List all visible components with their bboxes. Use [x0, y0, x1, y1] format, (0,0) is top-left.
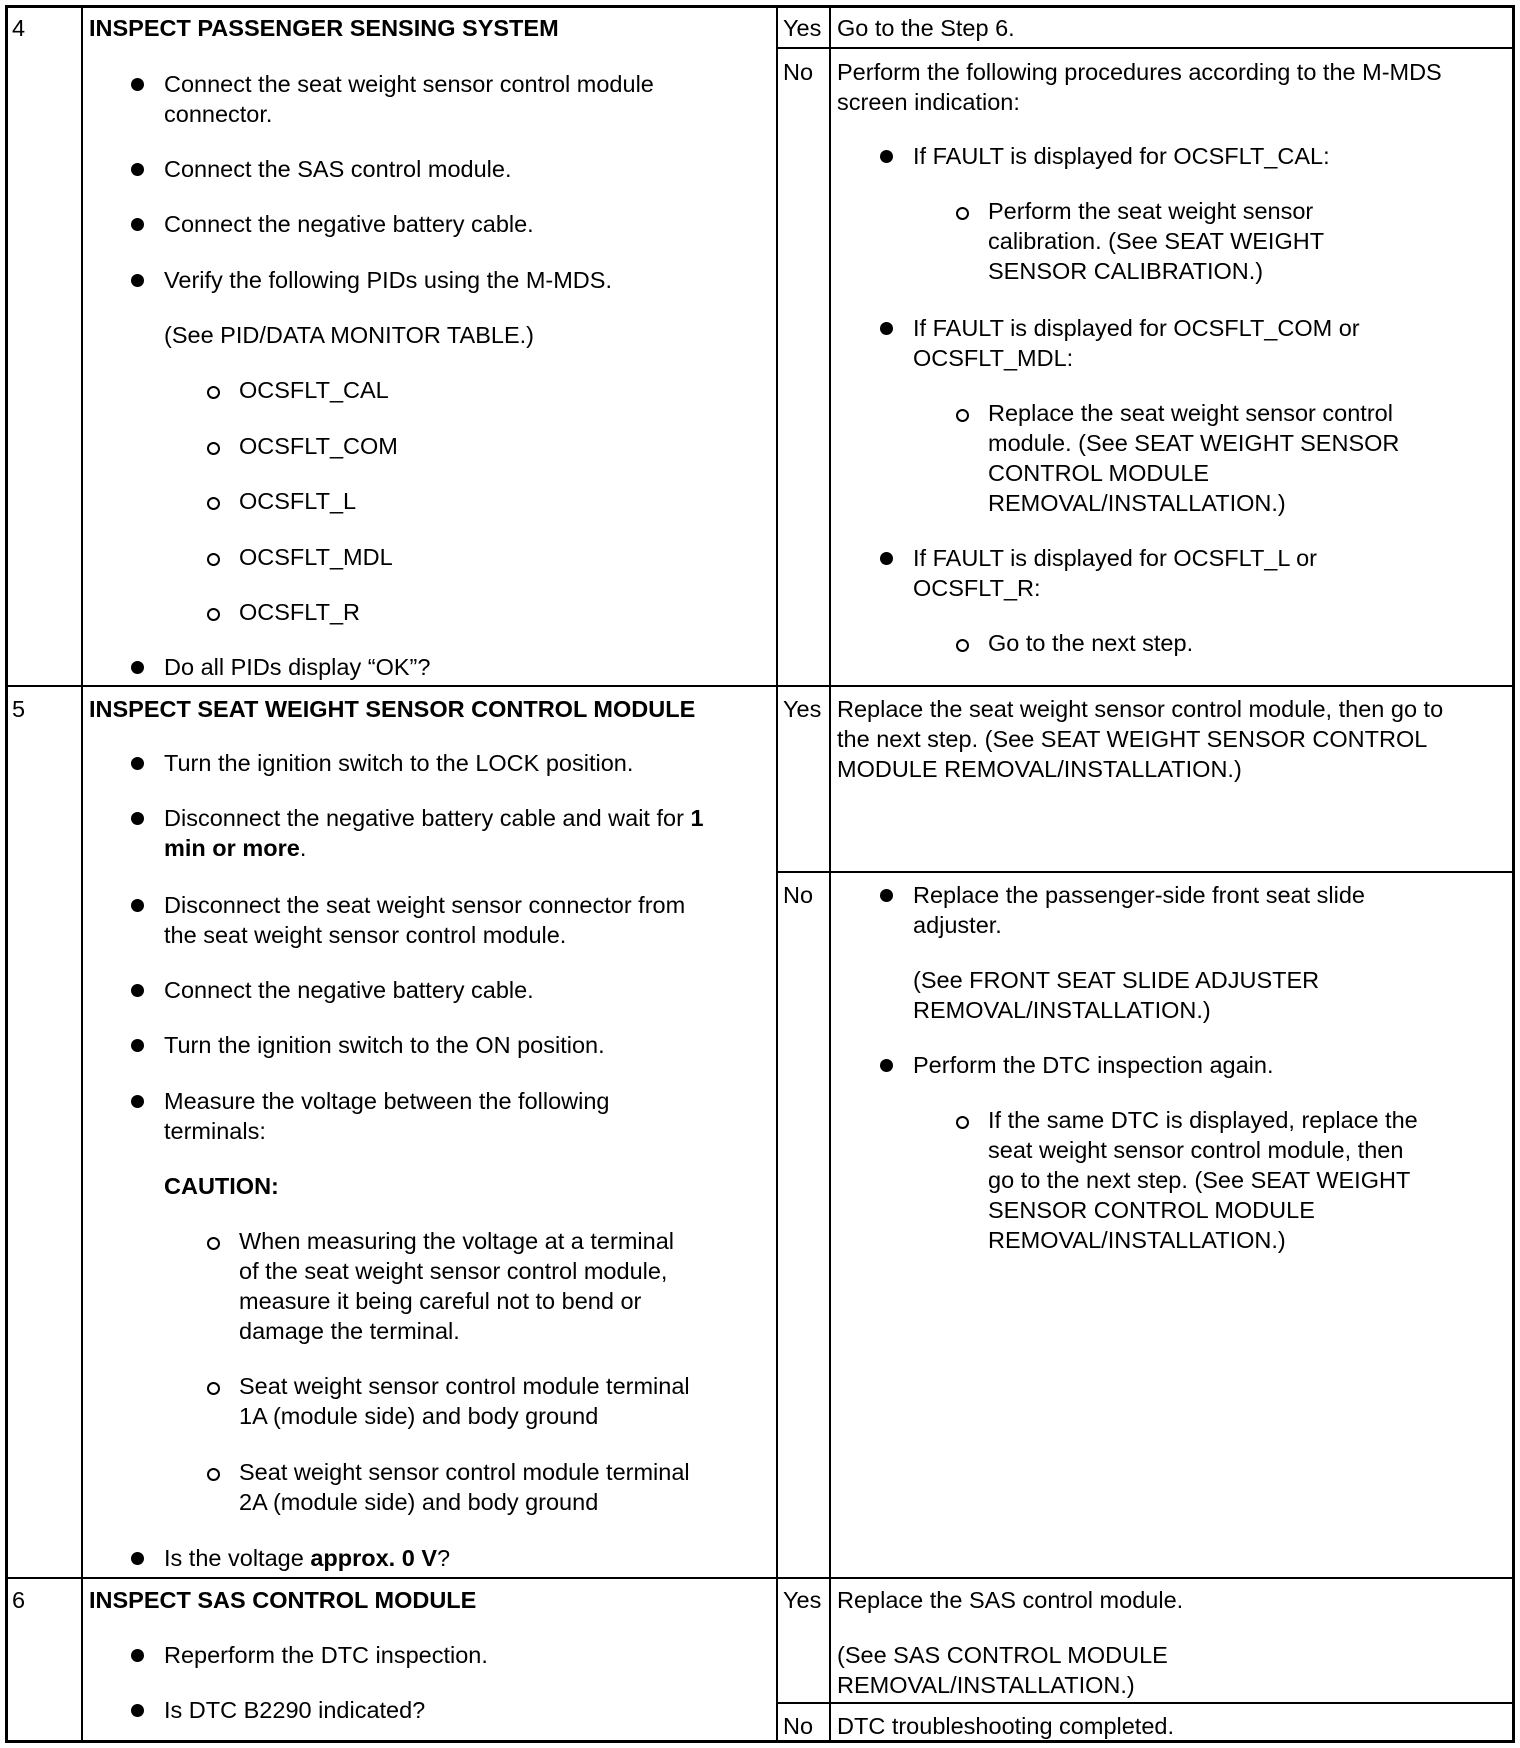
bullet-dot: [131, 757, 144, 770]
result-no-action: REMOVAL/INSTALLATION.): [988, 1227, 1286, 1253]
bullet-dot: [880, 1059, 893, 1072]
result-no-action: go to the next step. (See SEAT WEIGHT: [988, 1167, 1411, 1193]
step-number: 4: [12, 15, 26, 41]
caution-item: damage the terminal.: [239, 1318, 460, 1344]
result-no-label: No: [783, 882, 814, 908]
result-yes-action: (See SAS CONTROL MODULE: [837, 1642, 1168, 1668]
result-yes-label: Yes: [783, 15, 822, 41]
bullet-dot: [880, 552, 893, 565]
bullet-dot: [131, 1704, 144, 1717]
bullet-dot: [131, 984, 144, 997]
bullet-dot: [131, 218, 144, 231]
result-no-action: Replace the seat weight sensor control: [988, 400, 1393, 426]
result-yes-label: Yes: [783, 696, 822, 722]
sub-bullet-circle: [207, 1382, 220, 1395]
sub-bullet-circle: [956, 1116, 969, 1129]
caution-heading: CAUTION:: [164, 1173, 279, 1199]
instruction-emphasis: 1: [690, 805, 704, 831]
result-no-action: CONTROL MODULE: [988, 460, 1210, 486]
bullet-dot: [131, 274, 144, 287]
divider-step4-yes-no: [776, 47, 1515, 49]
result-no-action: REMOVAL/INSTALLATION.): [988, 490, 1286, 516]
step-instruction: Turn the ignition switch to the ON position.: [164, 1032, 605, 1058]
step-instruction: connector.: [164, 101, 273, 127]
result-no-action: screen indication:: [837, 89, 1020, 115]
bullet-dot: [131, 812, 144, 825]
result-no-action: module. (See SEAT WEIGHT SENSOR: [988, 430, 1400, 456]
caution-item: Seat weight sensor control module terminal: [239, 1459, 690, 1485]
step-instruction: Disconnect the seat weight sensor connector from: [164, 892, 686, 918]
step-instruction: [164, 803, 704, 833]
bullet-dot: [131, 661, 144, 674]
result-no-label: No: [783, 1713, 814, 1739]
instruction-text: .: [299, 835, 307, 861]
bullet-dot: [131, 899, 144, 912]
result-no-action: Go to the next step.: [988, 630, 1194, 656]
sub-bullet-circle: [207, 386, 220, 399]
result-no-action: If FAULT is displayed for OCSFLT_COM or: [913, 315, 1360, 341]
row-divider-step6: [5, 1577, 1515, 1579]
sub-bullet-circle: [207, 553, 220, 566]
divider-step6-yes-no: [776, 1702, 1515, 1704]
result-no-action: seat weight sensor control module, then: [988, 1137, 1404, 1163]
step-instruction: Verify the following PIDs using the M-MDS.: [164, 267, 612, 293]
step-instruction: Measure the voltage between the following: [164, 1088, 610, 1114]
pid-item: OCSFLT_MDL: [239, 544, 393, 570]
table-border-top: [5, 5, 1515, 8]
row-divider-step5: [5, 685, 1515, 687]
table-border-right: [1512, 5, 1515, 1743]
sub-bullet-circle: [956, 409, 969, 422]
step-instruction: Reperform the DTC inspection.: [164, 1642, 488, 1668]
caution-item: 1A (module side) and body ground: [239, 1403, 599, 1429]
step-number: 5: [12, 696, 26, 722]
step-number: 6: [12, 1587, 26, 1613]
step-title: INSPECT SAS CONTROL MODULE: [89, 1587, 477, 1613]
result-no-action: If FAULT is displayed for OCSFLT_L or: [913, 545, 1317, 571]
step-question: Do all PIDs display “OK”?: [164, 654, 431, 680]
bullet-dot: [131, 1649, 144, 1662]
sub-bullet-circle: [207, 1468, 220, 1481]
pid-item: OCSFLT_COM: [239, 433, 398, 459]
result-no-action: Perform the seat weight sensor: [988, 198, 1314, 224]
result-no-action: If FAULT is displayed for OCSFLT_CAL:: [913, 143, 1330, 169]
table-border-bottom: [5, 1740, 1515, 1743]
step-title: INSPECT SEAT WEIGHT SENSOR CONTROL MODULE: [89, 696, 696, 722]
bullet-dot: [131, 1552, 144, 1565]
pid-item: OCSFLT_CAL: [239, 377, 389, 403]
caution-item: of the seat weight sensor control module,: [239, 1258, 668, 1284]
sub-bullet-circle: [207, 1237, 220, 1250]
result-yes-action: REMOVAL/INSTALLATION.): [837, 1672, 1135, 1698]
result-no-action: adjuster.: [913, 912, 1002, 938]
result-no-action: calibration. (See SEAT WEIGHT: [988, 228, 1325, 254]
table-border-left: [5, 5, 8, 1743]
column-divider-action: [829, 5, 831, 1743]
step-instruction: terminals:: [164, 1118, 266, 1144]
result-no-action: SENSOR CONTROL MODULE: [988, 1197, 1315, 1223]
result-yes-action: the next step. (See SEAT WEIGHT SENSOR CONTROL: [837, 726, 1428, 752]
bullet-dot: [880, 889, 893, 902]
sub-bullet-circle: [956, 207, 969, 220]
result-yes-action: Go to the Step 6.: [837, 15, 1015, 41]
bullet-dot: [131, 163, 144, 176]
result-yes-action: Replace the seat weight sensor control module, then go to: [837, 696, 1444, 722]
step-instruction: Connect the SAS control module.: [164, 156, 512, 182]
result-no-action: (See FRONT SEAT SLIDE ADJUSTER: [913, 967, 1320, 993]
result-yes-action: Replace the SAS control module.: [837, 1587, 1184, 1613]
caution-item: measure it being careful not to bend or: [239, 1288, 642, 1314]
sub-bullet-circle: [956, 639, 969, 652]
divider-step5-yes-no: [776, 871, 1515, 873]
pid-item: OCSFLT_R: [239, 599, 360, 625]
step-instruction: [164, 833, 306, 863]
instruction-emphasis: min or more: [164, 835, 300, 861]
result-no-action: Perform the following procedures according to the M-MDS: [837, 59, 1442, 85]
result-yes-label: Yes: [783, 1587, 822, 1613]
step-instruction: Turn the ignition switch to the LOCK position.: [164, 750, 634, 776]
instruction-text: Disconnect the negative battery cable and wait for: [164, 805, 684, 831]
step-instruction: Connect the seat weight sensor control module: [164, 71, 654, 97]
bullet-dot: [131, 1039, 144, 1052]
result-no-action: OCSFLT_MDL:: [913, 345, 1074, 371]
caution-item: When measuring the voltage at a terminal: [239, 1228, 674, 1254]
step-instruction: Connect the negative battery cable.: [164, 211, 534, 237]
column-divider-result: [776, 5, 778, 1743]
step-title: INSPECT PASSENGER SENSING SYSTEM: [89, 15, 559, 41]
sub-bullet-circle: [207, 442, 220, 455]
sub-bullet-circle: [207, 608, 220, 621]
reference-note: (See PID/DATA MONITOR TABLE.): [164, 322, 534, 348]
sub-bullet-circle: [207, 497, 220, 510]
bullet-dot: [880, 150, 893, 163]
step-instruction: Connect the negative battery cable.: [164, 977, 534, 1003]
result-no-action: REMOVAL/INSTALLATION.): [913, 997, 1211, 1023]
result-no-action: DTC troubleshooting completed.: [837, 1713, 1175, 1739]
step-question: [164, 1543, 450, 1573]
bullet-dot: [880, 322, 893, 335]
result-no-action: SENSOR CALIBRATION.): [988, 258, 1264, 284]
result-no-label: No: [783, 59, 814, 85]
result-no-action: Replace the passenger-side front seat slide: [913, 882, 1365, 908]
bullet-dot: [131, 78, 144, 91]
question-text: Is the voltage: [164, 1545, 304, 1571]
caution-item: 2A (module side) and body ground: [239, 1489, 599, 1515]
question-text: ?: [437, 1545, 451, 1571]
result-no-action: If the same DTC is displayed, replace the: [988, 1107, 1418, 1133]
result-yes-action: MODULE REMOVAL/INSTALLATION.): [837, 756, 1242, 782]
pid-item: OCSFLT_L: [239, 488, 357, 514]
bullet-dot: [131, 1095, 144, 1108]
step-instruction: the seat weight sensor control module.: [164, 922, 567, 948]
column-divider-number: [81, 5, 83, 1743]
question-emphasis: approx. 0 V: [310, 1545, 438, 1571]
caution-item: Seat weight sensor control module terminal: [239, 1373, 690, 1399]
result-no-action: Perform the DTC inspection again.: [913, 1052, 1274, 1078]
result-no-action: OCSFLT_R:: [913, 575, 1041, 601]
step-question: Is DTC B2290 indicated?: [164, 1697, 426, 1723]
